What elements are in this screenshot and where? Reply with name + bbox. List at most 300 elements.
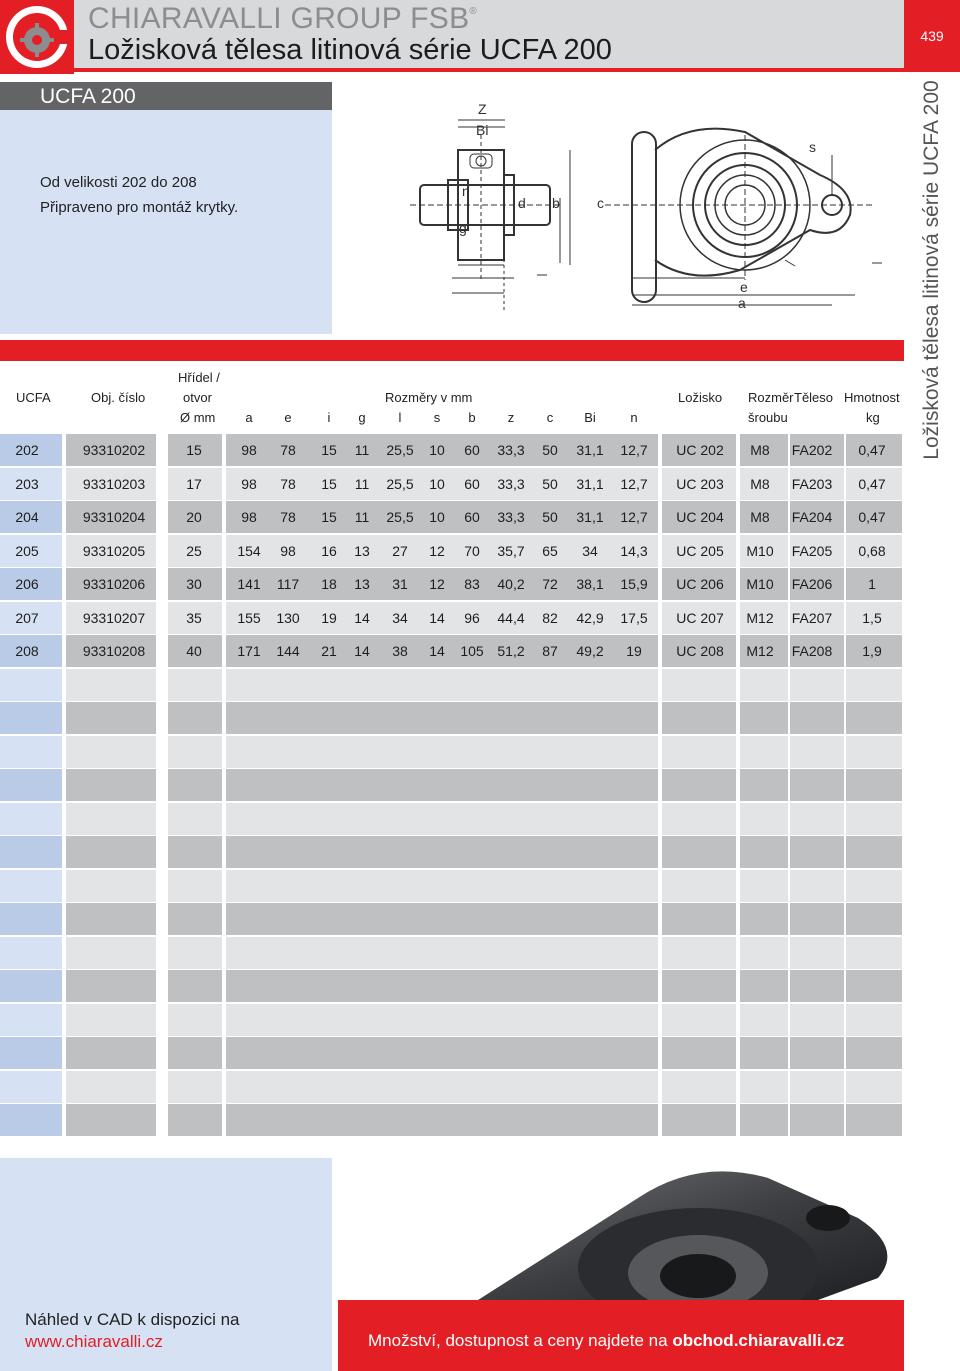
empty-table-row: [0, 1004, 904, 1036]
cell-bearing: UC 206: [676, 576, 724, 592]
cad-link[interactable]: www.chiaravalli.cz: [25, 1332, 163, 1351]
cell-e: 98: [280, 542, 296, 559]
cell-c: 82: [542, 609, 558, 626]
cell-a: 98: [241, 509, 257, 525]
table-cell-bg: [846, 736, 902, 768]
front-view-drawing: [570, 129, 882, 305]
cad-info-text: Náhled v CAD k dispozici na: [25, 1310, 240, 1329]
cell-i: 16: [321, 542, 337, 559]
table-cell-bg: [790, 903, 844, 935]
cell-housing: FA202: [791, 442, 833, 458]
table-cell-bg: [0, 803, 62, 835]
table-cell-bg: [846, 870, 902, 902]
cell-z: 33,3: [497, 509, 525, 525]
cell-bolt-size: M12: [746, 609, 774, 626]
table-row: [0, 535, 904, 567]
cell-weight: 1: [868, 576, 876, 592]
table-cell-bg: [846, 1104, 902, 1136]
cell-n: 12,7: [620, 509, 648, 525]
table-cell-bg: [0, 702, 62, 734]
flange-bearing-photo-icon: [338, 1158, 904, 1300]
header-col-s: s: [433, 410, 441, 425]
cell-g: 11: [354, 442, 370, 458]
table-cell-bg: [0, 1037, 62, 1069]
table-row: [0, 602, 904, 634]
cell-a: 171: [237, 643, 261, 659]
cell-b: 83: [464, 576, 480, 592]
label-n: n: [462, 183, 470, 199]
table-cell-bg: [662, 903, 736, 935]
cell-c: 72: [542, 576, 558, 592]
table-cell-bg: [846, 1004, 902, 1036]
table-cell-bg: [168, 736, 222, 768]
cell-bearing: UC 203: [676, 475, 724, 492]
cell-s: 14: [429, 609, 445, 626]
header-shaft-top: Hřídel /: [178, 370, 220, 385]
product-photo: [338, 1158, 904, 1300]
table-cell-bg: [226, 1104, 658, 1136]
header-weight-bot: kg: [866, 410, 880, 425]
table-cell-bg: [740, 937, 788, 969]
table-cell-bg: [168, 1071, 222, 1103]
table-cell-bg: [226, 702, 658, 734]
cell-ucfa: 204: [15, 509, 39, 525]
cell-weight: 1,9: [862, 643, 882, 659]
cell-bi: 31,1: [576, 442, 604, 458]
cell-l: 38: [392, 643, 408, 659]
header-divider: [74, 68, 960, 72]
table-cell-bg: [662, 1104, 736, 1136]
cell-e: 78: [280, 442, 296, 458]
table-cell-bg: [846, 1037, 902, 1069]
technical-drawing: [400, 80, 900, 320]
table-cell-bg: [662, 1004, 736, 1036]
empty-table-row: [0, 903, 904, 935]
table-cell-bg: [168, 937, 222, 969]
empty-table-row: [0, 736, 904, 768]
side-view-drawing: [410, 120, 560, 310]
cell-n: 15,9: [620, 576, 648, 592]
label-bi: Bi: [476, 122, 489, 138]
cell-housing: FA205: [791, 542, 833, 559]
cell-shaft-dia: 40: [186, 643, 202, 659]
table-cell-bg: [0, 903, 62, 935]
cell-g: 13: [354, 576, 370, 592]
table-cell-bg: [740, 1004, 788, 1036]
cell-housing: FA203: [791, 475, 833, 492]
table-cell-bg: [790, 937, 844, 969]
cell-bolt-size: M8: [750, 509, 770, 525]
label-d: d: [518, 195, 526, 211]
cell-g: 11: [354, 509, 370, 525]
cell-b: 96: [464, 609, 480, 626]
cell-c: 65: [542, 542, 558, 559]
table-cell-bg: [790, 870, 844, 902]
table-cell-bg: [226, 1037, 658, 1069]
table-row: [0, 568, 904, 600]
table-cell-bg: [66, 937, 156, 969]
table-cell-bg: [740, 803, 788, 835]
cell-bolt-size: M8: [750, 442, 770, 458]
table-cell-bg: [66, 1004, 156, 1036]
table-cell-bg: [662, 736, 736, 768]
cell-a: 141: [237, 576, 261, 592]
table-cell-bg: [66, 702, 156, 734]
cell-b: 105: [460, 643, 484, 659]
header-col-g: g: [358, 410, 366, 425]
header-dimensions: Rozměry v mm: [385, 390, 473, 405]
cell-ucfa: 206: [15, 576, 39, 592]
table-cell-bg: [0, 669, 62, 701]
table-cell-bg: [168, 903, 222, 935]
table-cell-bg: [662, 937, 736, 969]
cell-z: 51,2: [497, 643, 525, 659]
table-cell-bg: [740, 870, 788, 902]
table-cell-bg: [168, 1004, 222, 1036]
cell-shaft-dia: 25: [186, 542, 202, 559]
table-cell-bg: [0, 736, 62, 768]
table-cell-bg: [846, 769, 902, 801]
cell-e: 78: [280, 509, 296, 525]
header-obj-cislo: Obj. číslo: [91, 390, 146, 405]
header-col-z: z: [507, 410, 515, 425]
empty-table-row: [0, 1104, 904, 1136]
size-range-text: Od velikosti 202 do 208: [40, 174, 197, 191]
cell-z: 44,4: [497, 609, 525, 626]
cell-n: 12,7: [620, 442, 648, 458]
table-cell-bg: [226, 937, 658, 969]
cell-b: 60: [464, 509, 480, 525]
table-cell-bg: [662, 1037, 736, 1069]
table-cell-bg: [226, 769, 658, 801]
table-cell-bg: [66, 736, 156, 768]
table-cell-bg: [790, 970, 844, 1002]
cell-b: 70: [464, 542, 480, 559]
table-cell-bg: [0, 1071, 62, 1103]
cell-shaft-dia: 20: [186, 509, 202, 525]
table-cell-bg: [226, 970, 658, 1002]
label-s: s: [809, 139, 816, 155]
cell-bi: 49,2: [576, 643, 604, 659]
cell-bearing: UC 204: [676, 509, 724, 525]
cell-g: 14: [354, 609, 370, 626]
table-cell-bg: [0, 970, 62, 1002]
table-cell-bg: [66, 1037, 156, 1069]
table-cell-bg: [662, 870, 736, 902]
cell-ucfa: 202: [15, 442, 39, 458]
cell-g: 11: [354, 475, 370, 492]
table-cell-bg: [662, 836, 736, 868]
table-cell-bg: [790, 1004, 844, 1036]
table-cell-bg: [226, 870, 658, 902]
label-z: Z: [478, 101, 487, 117]
cell-c: 50: [542, 475, 558, 492]
series-title: UCFA 200: [40, 85, 136, 108]
table-cell-bg: [226, 669, 658, 701]
page-title: Ložisková tělesa litinová série UCFA 200: [88, 34, 612, 66]
cell-s: 10: [429, 442, 445, 458]
header-bolt-bot: šroubu: [748, 410, 788, 425]
header-ucfa: UCFA: [16, 390, 51, 405]
table-cell-bg: [790, 769, 844, 801]
cell-obj-cislo: 93310202: [82, 442, 146, 458]
cell-ucfa: 207: [15, 609, 39, 626]
table-row: [0, 434, 904, 466]
table-cell-bg: [740, 836, 788, 868]
table-cell-bg: [66, 669, 156, 701]
table-cell-bg: [66, 970, 156, 1002]
cell-ucfa: 203: [15, 475, 39, 492]
table-cell-bg: [740, 702, 788, 734]
cell-e: 144: [276, 643, 300, 659]
cell-g: 13: [354, 542, 370, 559]
label-a: a: [738, 295, 746, 311]
cell-z: 35,7: [497, 542, 525, 559]
cell-l: 25,5: [386, 442, 414, 458]
cell-housing: FA204: [791, 509, 833, 525]
cell-bolt-size: M10: [746, 576, 774, 592]
header-col-l: l: [398, 410, 402, 425]
cell-a: 98: [241, 442, 257, 458]
brand-name: CHIARAVALLI GROUP FSB®: [88, 2, 478, 35]
cell-l: 34: [392, 609, 408, 626]
header-bearing: Ložisko: [678, 390, 723, 405]
cell-s: 12: [429, 576, 445, 592]
cell-a: 154: [237, 542, 261, 559]
chiaravalli-logo-icon: [0, 0, 74, 74]
cell-n: 17,5: [620, 609, 648, 626]
header-col-n: n: [630, 410, 638, 425]
table-cell-bg: [790, 1037, 844, 1069]
table-cell-bg: [790, 803, 844, 835]
cell-z: 40,2: [497, 576, 525, 592]
cell-bearing: UC 205: [676, 542, 724, 559]
table-cell-bg: [0, 836, 62, 868]
cell-ucfa: 208: [15, 643, 39, 659]
shop-banner-text: Množství, dostupnost a ceny najdete na obchod.chiaravalli.cz: [368, 1331, 845, 1350]
cell-g: 14: [354, 643, 370, 659]
table-cell-bg: [662, 769, 736, 801]
table-cell-bg: [226, 1071, 658, 1103]
table-cell-bg: [168, 702, 222, 734]
table-cell-bg: [66, 903, 156, 935]
table-cell-bg: [168, 836, 222, 868]
cell-housing: FA207: [791, 609, 833, 626]
cell-c: 50: [542, 509, 558, 525]
table-cell-bg: [0, 937, 62, 969]
table-cell-bg: [168, 1037, 222, 1069]
cell-weight: 0,47: [858, 509, 886, 525]
cell-bolt-size: M12: [746, 643, 774, 659]
cell-obj-cislo: 93310208: [82, 643, 146, 659]
cell-c: 50: [542, 442, 558, 458]
cell-shaft-dia: 35: [186, 609, 202, 626]
cell-bearing: UC 207: [676, 609, 724, 626]
cell-shaft-dia: 30: [186, 576, 202, 592]
cell-z: 33,3: [497, 442, 525, 458]
label-e: e: [740, 279, 748, 295]
empty-table-row: [0, 702, 904, 734]
table-cell-bg: [846, 903, 902, 935]
cell-obj-cislo: 93310204: [82, 509, 146, 525]
cell-c: 87: [542, 643, 558, 659]
label-g: g: [459, 220, 467, 236]
header-col-e: e: [284, 410, 292, 425]
header-bolt-top: Rozměr: [748, 390, 794, 405]
cell-l: 25,5: [386, 475, 414, 492]
header-col-c: c: [546, 410, 554, 425]
cell-a: 155: [237, 609, 261, 626]
table-cell-bg: [226, 1004, 658, 1036]
header-housing: Těleso: [794, 390, 834, 405]
table-cell-bg: [66, 836, 156, 868]
cell-weight: 0,47: [858, 475, 886, 492]
shop-link[interactable]: obchod.chiaravalli.cz: [672, 1331, 845, 1350]
cell-s: 12: [429, 542, 445, 559]
cell-housing: FA208: [791, 643, 833, 659]
empty-table-row: [0, 937, 904, 969]
table-cell-bg: [0, 870, 62, 902]
empty-table-row: [0, 669, 904, 701]
table-cell-bg: [846, 836, 902, 868]
cell-bi: 34: [582, 542, 598, 559]
cell-e: 78: [280, 475, 296, 492]
table-cell-bg: [740, 1104, 788, 1136]
table-cell-bg: [790, 1071, 844, 1103]
table-cell-bg: [0, 1104, 62, 1136]
table-cell-bg: [740, 1071, 788, 1103]
table-cell-bg: [168, 1104, 222, 1136]
cell-e: 130: [276, 609, 300, 626]
cell-bolt-size: M8: [750, 475, 770, 492]
cell-shaft-dia: 17: [186, 475, 202, 492]
table-cell-bg: [662, 1071, 736, 1103]
table-cell-bg: [846, 970, 902, 1002]
label-c: c: [597, 195, 604, 211]
cell-obj-cislo: 93310206: [82, 576, 146, 592]
cover-ready-text: Připraveno pro montáž krytky.: [40, 199, 239, 216]
cell-i: 15: [321, 442, 337, 458]
table-cell-bg: [790, 836, 844, 868]
table-top-band: [0, 340, 904, 361]
cell-s: 10: [429, 509, 445, 525]
table-cell-bg: [740, 769, 788, 801]
cell-n: 12,7: [620, 475, 648, 492]
cell-obj-cislo: 93310205: [82, 542, 146, 559]
table-cell-bg: [66, 870, 156, 902]
table-cell-bg: [662, 669, 736, 701]
page-number: 439: [920, 28, 944, 44]
empty-table-row: [0, 836, 904, 868]
cell-bi: 38,1: [576, 576, 604, 592]
header-col-a: a: [245, 410, 253, 425]
cell-z: 33,3: [497, 475, 525, 492]
cell-bearing: UC 202: [676, 442, 724, 458]
table-cell-bg: [740, 903, 788, 935]
cell-s: 10: [429, 475, 445, 492]
cell-bi: 31,1: [576, 475, 604, 492]
header-col-bi: Bi: [584, 410, 596, 425]
cell-bearing: UC 208: [676, 643, 724, 659]
table-row: [0, 501, 904, 533]
empty-table-row: [0, 803, 904, 835]
table-row: [0, 635, 904, 667]
table-cell-bg: [168, 970, 222, 1002]
table-cell-bg: [662, 803, 736, 835]
table-cell-bg: [0, 1004, 62, 1036]
cell-shaft-dia: 15: [186, 442, 202, 458]
table-cell-bg: [740, 970, 788, 1002]
table-cell-bg: [662, 702, 736, 734]
cell-l: 25,5: [386, 509, 414, 525]
cell-n: 14,3: [620, 542, 648, 559]
table-cell-bg: [226, 803, 658, 835]
table-cell-bg: [168, 870, 222, 902]
cell-i: 15: [321, 475, 337, 492]
cell-weight: 1,5: [862, 609, 882, 626]
table-cell-bg: [740, 1037, 788, 1069]
cell-i: 15: [321, 509, 337, 525]
cell-l: 31: [392, 576, 408, 592]
cell-n: 19: [626, 643, 642, 659]
label-b: b: [552, 195, 560, 211]
table-cell-bg: [790, 1104, 844, 1136]
cell-obj-cislo: 93310207: [82, 609, 146, 626]
table-row: [0, 468, 904, 500]
cell-weight: 0,68: [858, 542, 886, 559]
table-cell-bg: [0, 769, 62, 801]
cell-i: 19: [321, 609, 337, 626]
table-cell-bg: [790, 669, 844, 701]
empty-table-row: [0, 870, 904, 902]
cell-a: 98: [241, 475, 257, 492]
table-cell-bg: [846, 803, 902, 835]
empty-table-row: [0, 1071, 904, 1103]
table-cell-bg: [226, 903, 658, 935]
table-cell-bg: [662, 970, 736, 1002]
header-shaft-bot: Ø mm: [180, 410, 216, 425]
cell-i: 18: [321, 576, 337, 592]
table-cell-bg: [740, 669, 788, 701]
empty-table-row: [0, 1037, 904, 1069]
table-cell-bg: [66, 769, 156, 801]
header-weight-top: Hmotnost: [844, 390, 900, 405]
cell-e: 117: [276, 576, 300, 592]
cell-l: 27: [392, 542, 408, 559]
table-cell-bg: [846, 937, 902, 969]
table-cell-bg: [168, 803, 222, 835]
empty-table-row: [0, 769, 904, 801]
table-cell-bg: [846, 669, 902, 701]
cell-s: 14: [429, 643, 445, 659]
cell-i: 21: [321, 643, 337, 659]
side-section-title: Ložisková tělesa litinová série UCFA 200: [920, 80, 943, 460]
cell-b: 60: [464, 475, 480, 492]
cell-obj-cislo: 93310203: [82, 475, 146, 492]
table-cell-bg: [226, 836, 658, 868]
cell-ucfa: 205: [15, 542, 39, 559]
header-shaft-mid: otvor: [183, 390, 212, 405]
header-col-i: i: [327, 410, 331, 425]
table-cell-bg: [168, 669, 222, 701]
table-cell-bg: [846, 1071, 902, 1103]
table-cell-bg: [846, 702, 902, 734]
table-cell-bg: [790, 702, 844, 734]
company-logo: [0, 0, 74, 74]
table-cell-bg: [66, 803, 156, 835]
empty-table-row: [0, 970, 904, 1002]
cell-b: 60: [464, 442, 480, 458]
